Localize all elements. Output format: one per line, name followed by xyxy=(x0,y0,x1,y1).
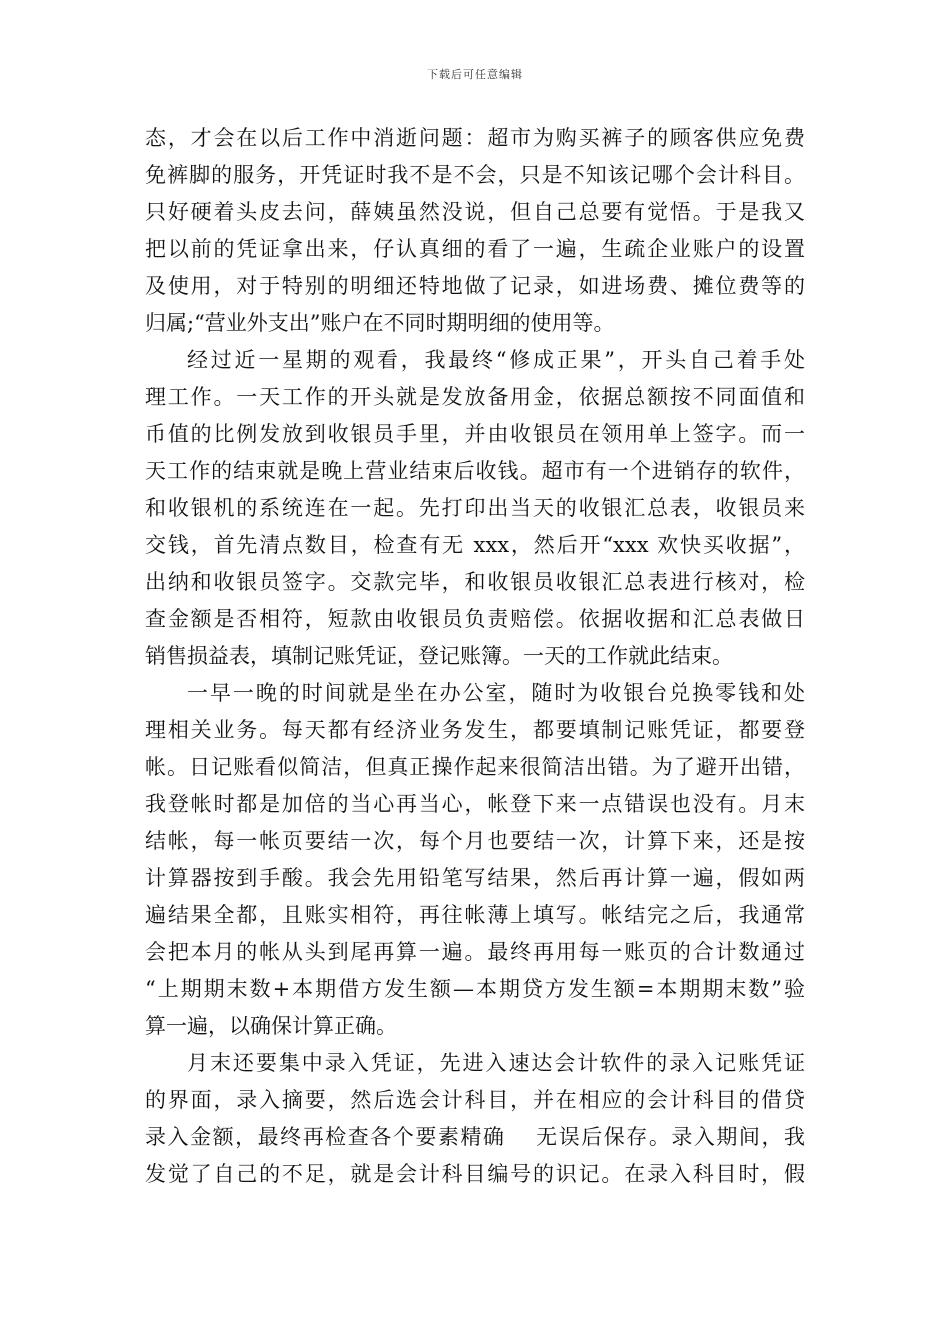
text-line: 帐。日记账看似简洁，但真正操作起来很简洁出错。为了避开出错， xyxy=(145,755,805,779)
text-line: 的界面，录入摘要，然后选会计科目，并在相应的会计科目的借贷 xyxy=(145,1088,805,1112)
text-line: 归属;“营业外支出”账户在不同时期明细的使用等。 xyxy=(145,311,615,335)
text-line: 交钱，首先清点数目，检查有无 xxx，然后开“xxx 欢快买收据”， xyxy=(145,533,805,557)
text-line: 算一遍，以确保计算正确。 xyxy=(145,1014,397,1038)
text-line: 把以前的凭证拿出来，仔认真细的看了一遍，生疏企业账户的设置 xyxy=(145,237,805,261)
text-line: 月末还要集中录入凭证，先进入速达会计软件的录入记账凭证 xyxy=(187,1051,805,1075)
paragraph xyxy=(145,675,805,1045)
text-line: 会把本月的帐从头到尾再算一遍。最终再用每一账页的合计数通过 xyxy=(145,940,805,964)
text-line: 一早一晚的时间就是坐在办公室，随时为收银台兑换零钱和处 xyxy=(187,681,805,705)
text-line: 销售损益表，填制记账凭证，登记账簿。一天的工作就此结束。 xyxy=(145,644,733,668)
text-line: 免裤脚的服务，开凭证时我不是不会，只是不知该记哪个会计科目。 xyxy=(145,163,805,187)
text-line: 发觉了自己的不足，就是会计科目编号的识记。在录入科目时，假 xyxy=(145,1162,805,1186)
text-line: 我登帐时都是加倍的当心再当心，帐登下来一点错误也没有。月末 xyxy=(145,792,805,816)
text-line: 理工作。一天工作的开头就是发放备用金，依据总额按不同面值和 xyxy=(145,385,805,409)
text-line: 只好硬着头皮去问，薛姨虽然没说，但自己总要有觉悟。于是我又 xyxy=(145,200,805,224)
text-line: 录入金额，最终再检查各个要素精确 无误后保存。录入期间，我 xyxy=(145,1125,805,1149)
text-line: 结帐，每一帐页要结一次，每个月也要结一次，计算下来，还是按 xyxy=(145,829,805,853)
text-line: 出纳和收银员签字。交款完毕，和收银员收银汇总表进行核对，检 xyxy=(145,570,805,594)
paragraph xyxy=(145,342,805,675)
text-line: 理相关业务。每天都有经济业务发生，都要填制记账凭证，都要登 xyxy=(145,718,805,742)
text-line: “上期期末数+本期借方发生额—本期贷方发生额=本期期末数”验 xyxy=(145,977,805,1001)
page-header: 下载后可任意编辑 xyxy=(427,68,523,81)
text-line: 查金额是否相符，短款由收银员负责赔偿。依据收据和汇总表做日 xyxy=(145,607,805,631)
text-line: 天工作的结束就是晚上营业结束后收钱。超市有一个进销存的软件， xyxy=(145,459,805,483)
text-line: 及使用，对于特别的明细还特地做了记录，如进场费、摊位费等的 xyxy=(145,274,805,298)
paragraph xyxy=(145,1045,805,1193)
text-line: 和收银机的系统连在一起。先打印出当天的收银汇总表，收银员来 xyxy=(145,496,805,520)
paragraph xyxy=(145,120,805,342)
document-body xyxy=(145,120,805,1193)
text-line: 态，才会在以后工作中消逝问题：超市为购买裤子的顾客供应免费 xyxy=(145,126,805,150)
text-line: 经过近一星期的观看，我最终“修成正果”，开头自己着手处 xyxy=(187,348,805,372)
text-line: 币值的比例发放到收银员手里，并由收银员在领用单上签字。而一 xyxy=(145,422,805,446)
text-line: 遍结果全都，且账实相符，再往帐薄上填写。帐结完之后，我通常 xyxy=(145,903,805,927)
text-line: 计算器按到手酸。我会先用铅笔写结果，然后再计算一遍，假如两 xyxy=(145,866,805,890)
